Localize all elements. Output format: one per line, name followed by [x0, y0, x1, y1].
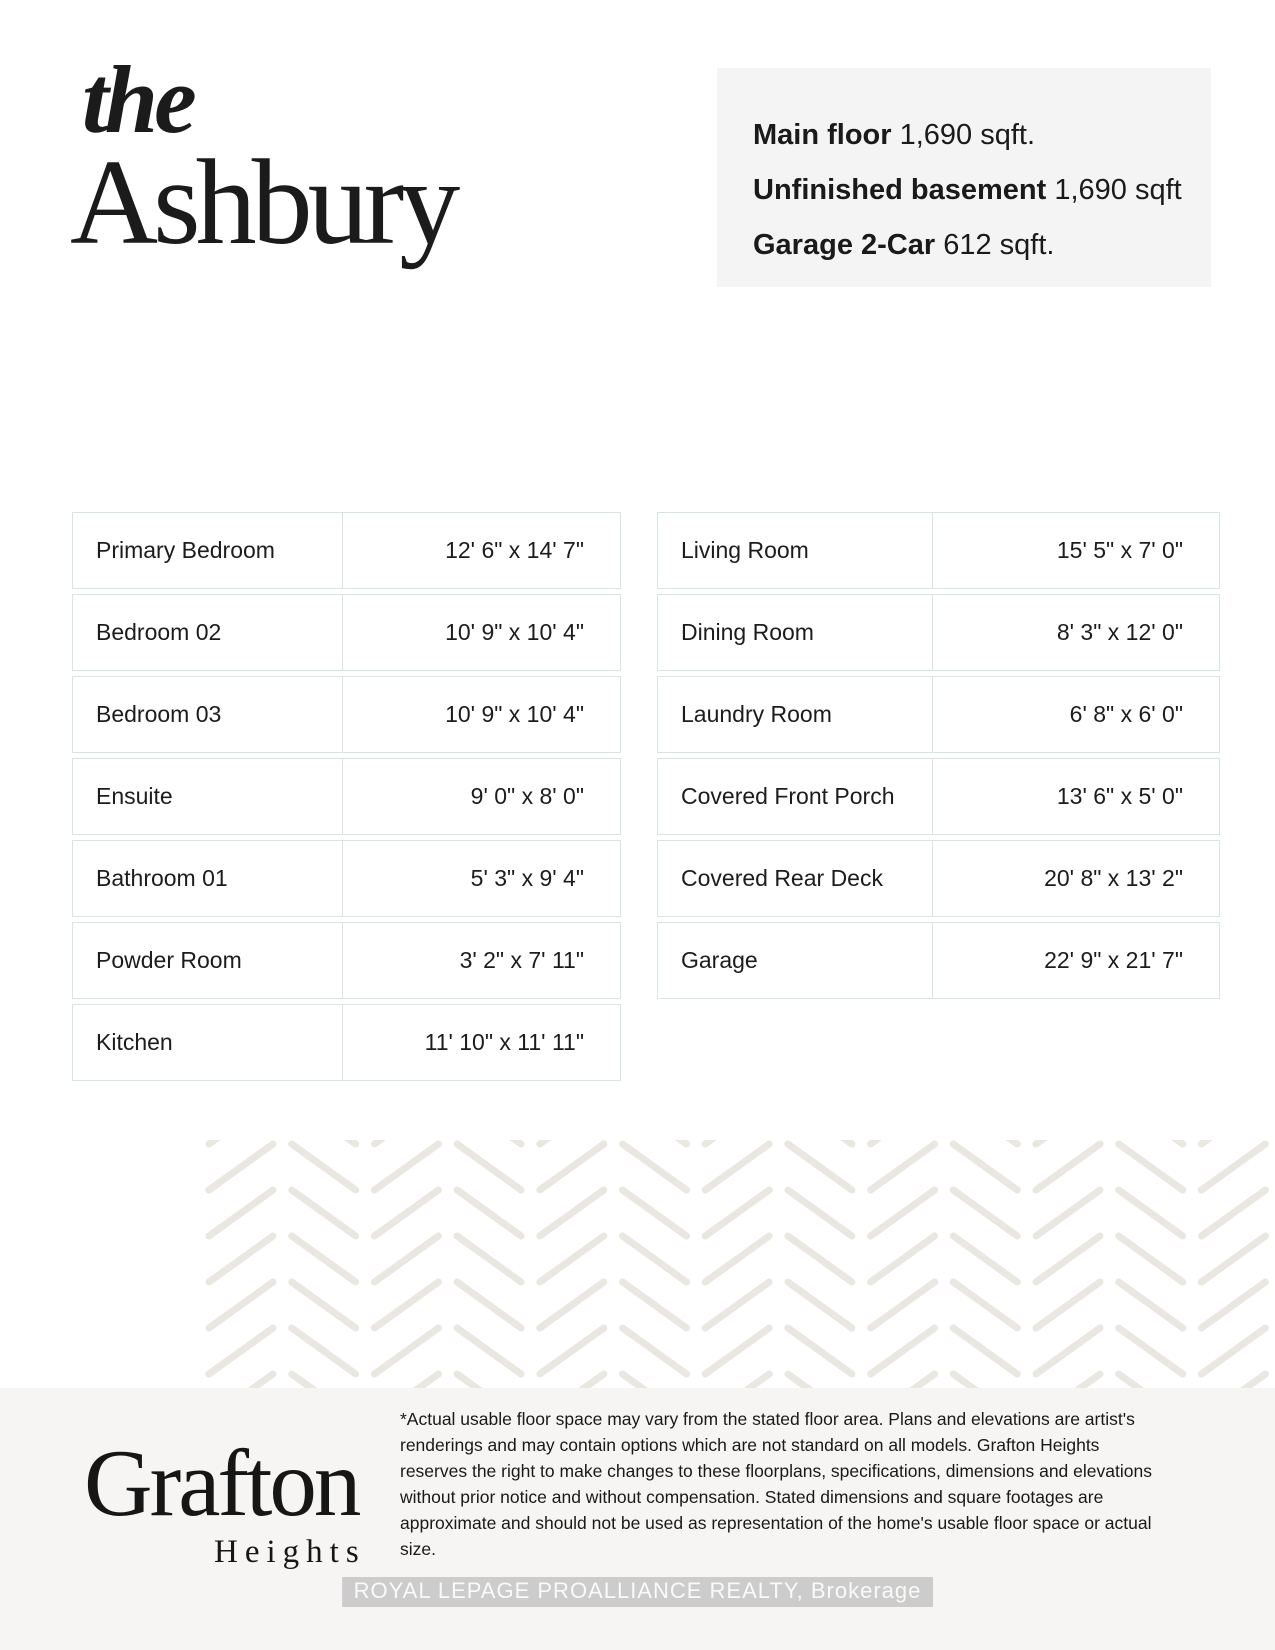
room-dimensions: 8' 3" x 12' 0" — [1056, 619, 1183, 645]
spec-label: Main floor — [753, 119, 892, 151]
room-name: Living Room — [658, 513, 933, 588]
room-name: Ensuite — [73, 759, 343, 834]
room-dimensions: 10' 9" x 10' 4" — [445, 619, 584, 645]
room-name: Dining Room — [658, 595, 933, 670]
spec-line-main-floor — [753, 108, 1211, 163]
room-dimensions: 9' 0" x 8' 0" — [470, 783, 584, 809]
table-row — [657, 758, 1220, 835]
room-dimensions: 13' 6" x 5' 0" — [1056, 783, 1183, 809]
room-name: Bedroom 02 — [73, 595, 343, 670]
room-name: Bedroom 03 — [73, 677, 343, 752]
room-name: Kitchen — [73, 1005, 343, 1080]
spec-value: 1,690 sqft — [1054, 174, 1182, 206]
logo-model-name: Ashbury — [70, 135, 456, 270]
spec-label: Garage 2-Car — [753, 229, 936, 261]
table-row — [72, 676, 621, 753]
footer-brand-subname: Heights — [214, 1534, 366, 1570]
brokerage-watermark: ROYAL LEPAGE PROALLIANCE REALTY, Brokerage — [342, 1577, 934, 1607]
table-row — [72, 758, 621, 835]
room-dimensions: 22' 9" x 21' 7" — [1044, 947, 1183, 973]
table-row — [72, 512, 621, 589]
room-name: Powder Room — [73, 923, 343, 998]
footer — [0, 1388, 1275, 1650]
room-dimensions: 10' 9" x 10' 4" — [445, 701, 584, 727]
table-row — [657, 512, 1220, 589]
table-row — [72, 1004, 621, 1081]
room-dimensions: 6' 8" x 6' 0" — [1069, 701, 1183, 727]
footer-brand-name: Grafton — [84, 1430, 359, 1536]
room-dimensions: 20' 8" x 13' 2" — [1044, 865, 1183, 891]
table-row — [72, 922, 621, 999]
room-name: Primary Bedroom — [73, 513, 343, 588]
room-dimensions: 5' 3" x 9' 4" — [470, 865, 584, 891]
room-table-right — [657, 512, 1220, 1004]
room-name: Covered Front Porch — [658, 759, 933, 834]
room-dimensions: 3' 2" x 7' 11" — [459, 947, 584, 973]
logo-script-word: the — [82, 46, 193, 153]
area-summary-box — [717, 68, 1211, 287]
herringbone-pattern — [200, 1140, 1275, 1388]
room-dimensions: 11' 10" x 11' 11" — [424, 1029, 584, 1055]
room-name: Bathroom 01 — [73, 841, 343, 916]
disclaimer-text: *Actual usable floor space may vary from the stated floor area. Plans and elevations are artist's renderings and may contain options which are not standard on all models. Grafton Heights reserves the right to make changes to these floorplans, specifications, dimensions and elevations without prior notice and without compensation. Stated dimensions and square footages are approximate and should not be used as representation of the home's usable floor space or actual size. — [400, 1409, 1152, 1559]
table-row — [657, 676, 1220, 753]
room-name: Garage — [658, 923, 933, 998]
spec-value: 1,690 sqft. — [899, 119, 1036, 151]
room-dimensions: 15' 5" x 7' 0" — [1056, 537, 1183, 563]
spec-line-basement — [753, 163, 1211, 218]
room-name: Covered Rear Deck — [658, 841, 933, 916]
table-row — [657, 922, 1220, 999]
room-table-left — [72, 512, 621, 1086]
spec-line-garage — [753, 218, 1211, 273]
table-row — [657, 840, 1220, 917]
spec-label: Unfinished basement — [753, 174, 1047, 206]
spec-value: 612 sqft. — [943, 229, 1055, 261]
table-row — [657, 594, 1220, 671]
room-name: Laundry Room — [658, 677, 933, 752]
table-row — [72, 840, 621, 917]
room-dimensions: 12' 6" x 14' 7" — [445, 537, 584, 563]
table-row — [72, 594, 621, 671]
